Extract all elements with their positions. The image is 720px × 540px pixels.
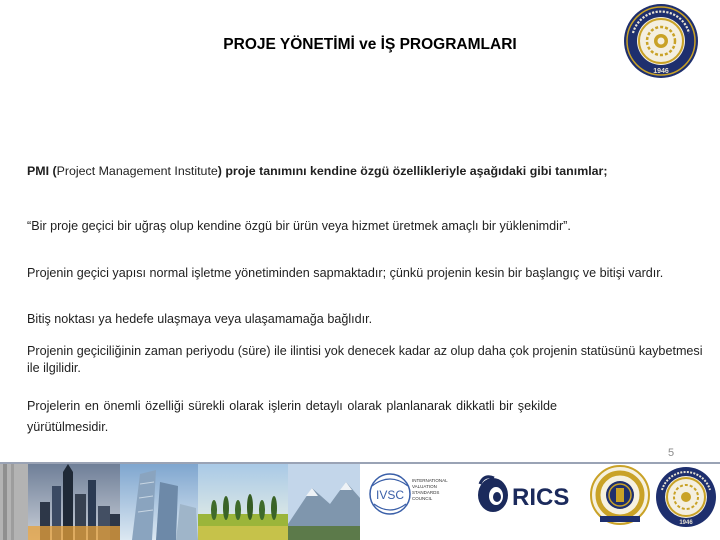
ivsc-logo-icon	[370, 474, 448, 514]
pmi-label: PMI (	[27, 164, 57, 178]
ivsc-caption-3: STANDARDS	[412, 490, 440, 495]
paragraph-planning: Projelerin en önemli özelliği sürekli olarak işlerin detaylı olarak planlanarak dikkatli bir şekilde yürütülmesidir.	[27, 399, 557, 434]
paragraph-definition: “Bir proje geçici bir uğraş olup kendine özgü bir ürün veya hizmet üretmek amaçlı bir yüklenimdir”.	[27, 219, 571, 233]
paragraph-time-period: Projenin geçiciliğinin zaman periyodu (süre) ile ilintisi yok denecek kadar az olup daha çok projenin statüsünü kaybetmesi ile ilgilidir.	[27, 344, 703, 375]
rics-logo-icon: RICS	[512, 484, 570, 511]
rics-lion-icon	[478, 477, 508, 512]
ivsc-text: IVSC	[375, 488, 405, 502]
ivsc-caption-1: INTERNATIONAL	[412, 478, 448, 483]
gold-seal-icon	[591, 466, 649, 524]
slide-title: PROJE YÖNETİMİ ve İŞ PROGRAMLARI	[223, 36, 517, 53]
footer-seal-year: 1946	[679, 520, 693, 526]
footer-logos	[360, 464, 720, 540]
ivsc-caption-2: VALUATION	[412, 484, 437, 489]
paragraph-temporary: Projenin geçici yapısı normal işletme yönetiminden sapmaktadır; çünkü projenin kesin bir başlangıç ve bitişi vardır.	[27, 266, 664, 280]
pmi-description: ) proje tanımını kendine özgü özellikleriyle aşağıdaki gibi tanımlar;	[217, 164, 608, 178]
pmi-fullname: Project Management Institute	[56, 164, 218, 178]
seal-year: 1946	[653, 68, 669, 75]
university-seal-footer-icon	[656, 467, 716, 527]
ivsc-caption-4: COUNCIL	[412, 496, 433, 501]
university-seal-icon	[623, 3, 699, 79]
paragraph-endpoint: Bitiş noktası ya hedefe ulaşmaya veya ulaşamamağa bağlıdır.	[27, 312, 373, 326]
footer-photo-strip	[0, 464, 360, 540]
page-number: 5	[668, 447, 675, 459]
paragraph-pmi	[27, 163, 707, 180]
